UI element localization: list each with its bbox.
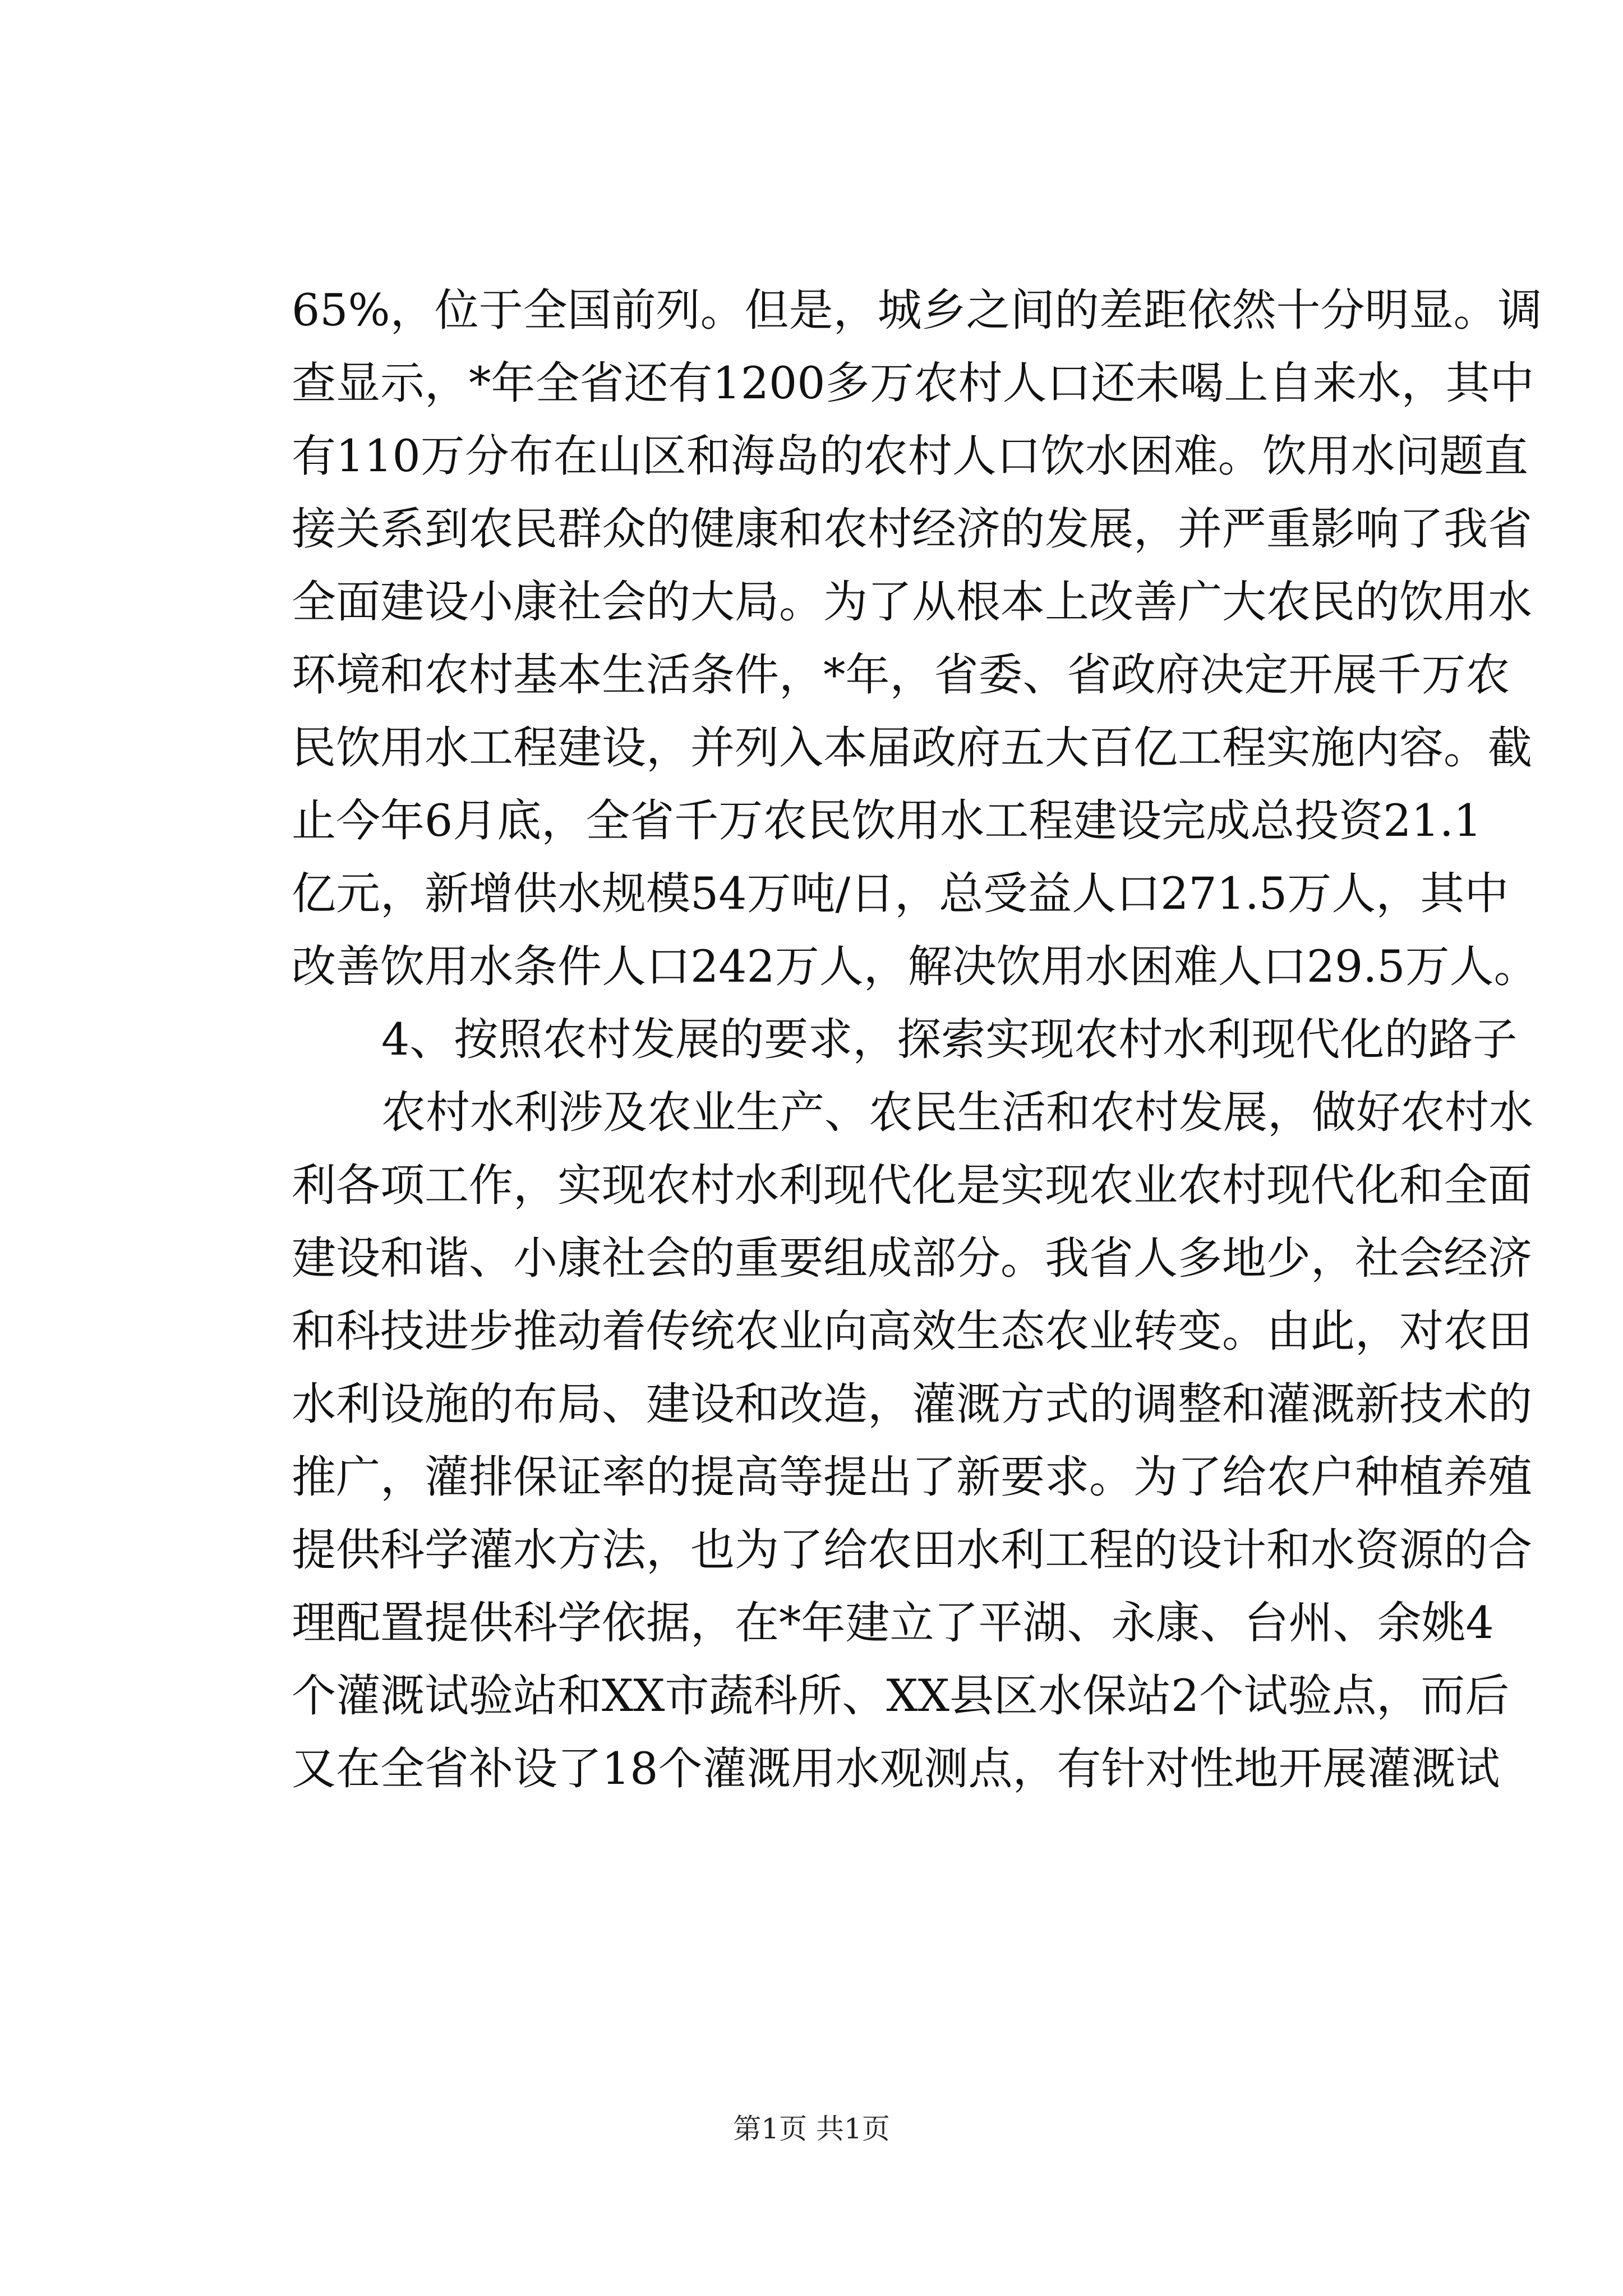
text-line: 改善饮用水条件人口242万人，解决饮用水困难人口29.5万人。: [292, 941, 1538, 992]
text-line: 民饮用水工程建设，并列入本届政府五大百亿工程实施内容。截: [292, 722, 1532, 774]
text-line: 个灌溉试验站和XX市蔬科所、XX县区水保站2个试验点，而后: [292, 1670, 1510, 1722]
text-line: 又在全省补设了18个灌溉用水观测点，有针对性地开展灌溉试: [292, 1743, 1500, 1795]
text-line: 农村水利涉及农业生产、农民生活和农村发展，做好农村水: [381, 1087, 1533, 1138]
text-line: 利各项工作，实现农村水利现代化是实现农业农村现代化和全面: [292, 1159, 1532, 1211]
text-line: 理配置提供科学依据，在*年建立了平湖、永康、台州、余姚4: [292, 1597, 1494, 1649]
body-text: [292, 274, 1542, 1805]
text-line: 有110万分布在山区和海岛的农村人口饮水困难。饮用水问题直: [292, 430, 1528, 482]
text-line: 亿元，新增供水规模54万吨/日，总受益人口271.5万人，其中: [292, 868, 1509, 919]
page-footer: [0, 2109, 1623, 2148]
text-line: 接关系到农民群众的健康和农村经济的发展，并严重影响了我省: [292, 503, 1532, 555]
text-line: 65%，位于全国前列。但是，城乡之间的差距依然十分明显。调: [292, 284, 1542, 336]
page-number-label: 第1页 共1页: [733, 2113, 890, 2145]
text-line: 提供科学灌水方法，也为了给农田水利工程的设计和水资源的合: [292, 1524, 1532, 1576]
text-line: 和科技进步推动着传统农业向高效生态农业转变。由此，对农田: [292, 1305, 1532, 1357]
text-line: 全面建设小康社会的大局。为了从根本上改善广大农民的饮用水: [292, 576, 1532, 628]
text-line: 建设和谐、小康社会的重要组成部分。我省人多地少，社会经济: [292, 1232, 1532, 1284]
text-line: 水利设施的布局、建设和改造，灌溉方式的调整和灌溉新技术的: [292, 1378, 1532, 1430]
text-line: 查显示，*年全省还有1200多万农村人口还未喝上自来水，其中: [292, 357, 1534, 409]
text-line: 环境和农村基本生活条件，*年，省委、省政府决定开展千万农: [292, 649, 1510, 701]
section-heading: 4、按照农村发展的要求，探索实现农村水利现代化的路子: [381, 1014, 1518, 1065]
text-line: 推广，灌排保证率的提高等提出了新要求。为了给农户种植养殖: [292, 1451, 1532, 1503]
text-line: 止今年6月底，全省千万农民饮用水工程建设完成总投资21.1: [292, 795, 1482, 846]
